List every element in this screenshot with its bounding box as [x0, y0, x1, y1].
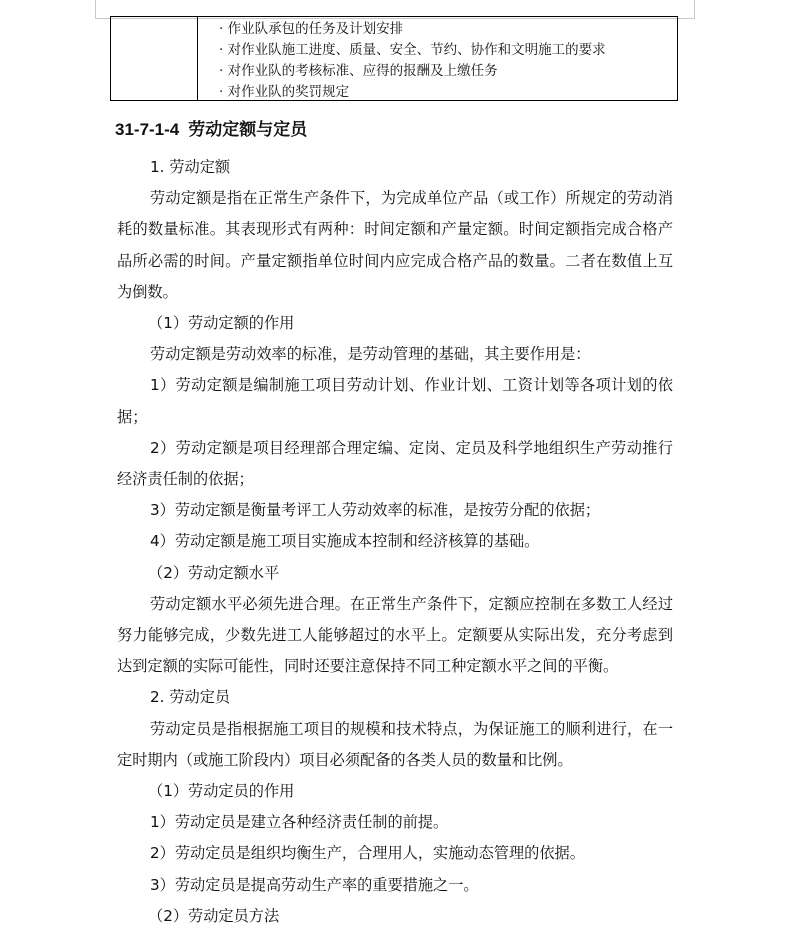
paragraph: （1）劳动定员的作用: [148, 782, 295, 801]
table-content-cell: [219, 19, 606, 103]
contract-table: [110, 16, 678, 101]
table-item: · 对作业队施工进度、质量、安全、节约、协作和文明施工的要求: [219, 42, 606, 58]
paragraph: 4）劳动定额是施工项目实施成本控制和经济核算的基础。: [150, 532, 540, 551]
paragraph: 2）劳动定额是项目经理部合理定编、定岗、定员及科学地组织生产劳动推行经济责任制的依据；: [117, 438, 673, 489]
section-number: 31-7-1-4: [115, 120, 180, 139]
paragraph: 劳动定员是指根据施工项目的规模和技术特点，为保证施工的顺利进行，在一定时期内（或施工阶段内）项目必须配备的各类人员的数量和比例。: [117, 719, 673, 769]
paragraph: 1. 劳动定额: [150, 158, 231, 176]
paragraph: 劳动定额是劳动效率的标准，是劳动管理的基础，其主要作用是：: [150, 345, 591, 364]
table-item: · 对作业队的奖罚规定: [219, 84, 350, 100]
table-item: · 作业队承包的任务及计划安排: [219, 21, 404, 37]
paragraph: 3）劳动定额是衡量考评工人劳动效率的标准，是按劳分配的依据；: [150, 501, 601, 520]
paragraph: 劳动定额是指在正常生产条件下，为完成单位产品（或工作）所规定的劳动消耗的数量标准。其表现形式有两种：时间定额和产量定额。时间定额指完成合格产品所必需的时间。产量定额指单位时间内应完成合格产品的数量。二者在数值上互为倒数。: [117, 189, 673, 301]
section-title: 劳动定额与定员: [188, 120, 308, 139]
paragraph: （2）劳动定员方法: [148, 906, 280, 925]
paragraph: 2. 劳动定员: [150, 688, 231, 707]
paragraph: 2）劳动定员是组织均衡生产，合理用人，实施动态管理的依据。: [150, 844, 585, 863]
paragraph: 劳动定额水平必须先进合理。在正常生产条件下，定额应控制在多数工人经过努力能够完成，少数先进工人能够超过的水平上。定额要从实际出发，充分考虑到达到定额的实际可能性，同时还要注意保持不同工种定额水平之间的平衡。: [117, 594, 673, 676]
paragraph: （1）劳动定额的作用: [148, 314, 295, 333]
page-edge-right: [694, 0, 695, 18]
paragraph: 3）劳动定员是提高劳动生产率的重要措施之一。: [150, 875, 479, 894]
page-edge-left: [95, 0, 96, 18]
paragraph: （2）劳动定额水平: [148, 563, 280, 582]
table-column-divider: [197, 17, 198, 100]
section-heading: [115, 115, 307, 140]
table-item: · 对作业队的考核标准、应得的报酬及上缴任务: [219, 63, 498, 79]
paragraph: 1）劳动定额是编制施工项目劳动计划、作业计划、工资计划等各项计划的依据；: [117, 376, 673, 426]
document-body: [117, 152, 673, 932]
paragraph: 1）劳动定员是建立各种经济责任制的前提。: [150, 813, 449, 832]
